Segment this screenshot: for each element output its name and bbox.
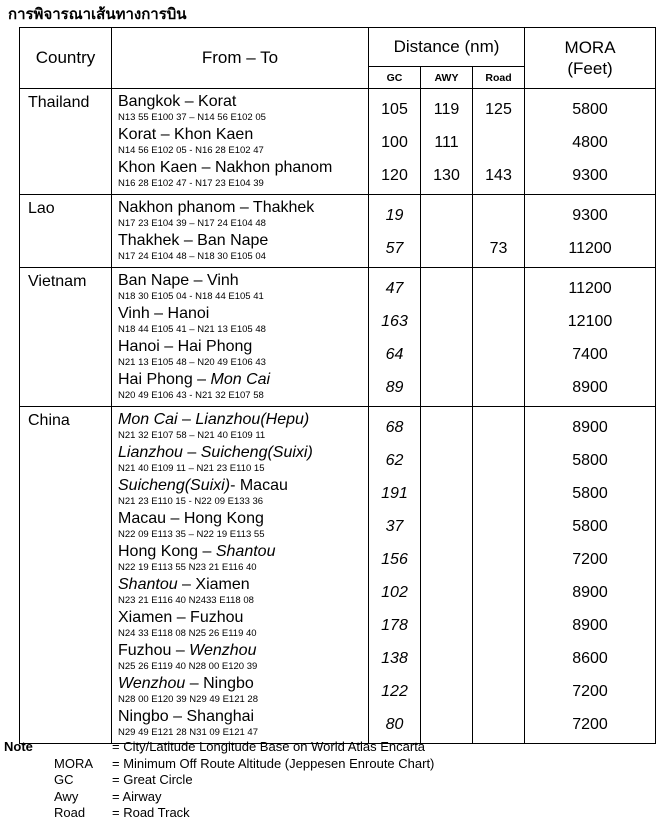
mora-value: 4800 [572, 133, 608, 151]
route-coordinates: N28 00 E120 39 N29 49 E121 28 [118, 694, 258, 705]
awy-cell [421, 407, 473, 744]
country-cell [20, 407, 112, 744]
mora-value: 5800 [572, 451, 608, 469]
road-value: 73 [489, 239, 508, 257]
awy-value [421, 609, 472, 642]
country-name: Vietnam [28, 273, 87, 290]
route-cell [112, 268, 369, 407]
gc-cell [369, 407, 421, 744]
route-name: Korat – Khon Kaen [118, 126, 254, 143]
route-name: Nakhon phanom – Thakhek [118, 199, 315, 216]
awy-value [421, 642, 472, 675]
group-row [20, 195, 656, 268]
route-name: Lianzhou – Suicheng(Suixi) [118, 444, 313, 461]
route-name: Wenzhou – Ningbo [118, 675, 254, 692]
header-from-to: From – To [112, 28, 369, 89]
route-coordinates: N13 55 E100 37 – N14 56 E102 05 [118, 112, 266, 123]
country-name: Thailand [28, 94, 90, 111]
group-row [20, 89, 656, 195]
note-row [4, 789, 434, 806]
route-item [118, 93, 368, 126]
awy-value [421, 444, 472, 477]
header-mora [525, 28, 656, 89]
awy-value [421, 305, 472, 338]
route-coordinates: N20 49 E106 43 - N21 32 E107 58 [118, 390, 264, 401]
road-value [473, 642, 524, 675]
group-row [20, 407, 656, 744]
route-item [118, 510, 368, 543]
road-value: 125 [485, 100, 512, 118]
gc-value: 47 [385, 279, 404, 297]
note-key: Note [4, 739, 33, 754]
header-road: Road [473, 67, 525, 89]
mora-value: 8600 [572, 649, 608, 667]
road-value [473, 411, 524, 444]
gc-value: 163 [381, 312, 408, 330]
awy-value [421, 232, 472, 265]
header-awy: AWY [421, 67, 473, 89]
route-coordinates: N16 28 E102 47 - N17 23 E104 39 [118, 178, 264, 189]
route-coordinates: N18 44 E105 41 – N21 13 E105 48 [118, 324, 266, 335]
awy-value [421, 272, 472, 305]
header-mora-line1: MORA [564, 38, 616, 57]
route-item [118, 477, 368, 510]
awy-cell [421, 268, 473, 407]
mora-value: 5800 [572, 484, 608, 502]
gc-cell [369, 268, 421, 407]
route-cell [112, 195, 369, 268]
mora-value: 7400 [572, 345, 608, 363]
route-item [118, 272, 368, 305]
road-value [473, 510, 524, 543]
road-value [473, 675, 524, 708]
route-coordinates: N23 21 E116 40 N2433 E118 08 [118, 595, 254, 606]
route-coordinates: N14 56 E102 05 - N16 28 E102 47 [118, 145, 264, 156]
gc-value: 100 [381, 133, 408, 151]
note-text: = Great Circle [112, 772, 193, 787]
route-cell [112, 407, 369, 744]
route-name: Bangkok – Korat [118, 93, 237, 110]
road-value [473, 305, 524, 338]
route-name: Xiamen – Fuzhou [118, 609, 244, 626]
mora-value: 5800 [572, 100, 608, 118]
mora-value: 8900 [572, 418, 608, 436]
road-value [473, 338, 524, 371]
route-item [118, 444, 368, 477]
mora-value: 11200 [568, 239, 612, 257]
route-item [118, 642, 368, 675]
road-cell [473, 195, 525, 268]
route-item [118, 543, 368, 576]
country-name: Lao [28, 200, 55, 217]
page-title: การพิจารณาเส้นทางการบิน [8, 5, 187, 23]
awy-value [421, 543, 472, 576]
route-name: Shantou – Xiamen [118, 576, 250, 593]
route-name: Vinh – Hanoi [118, 305, 210, 322]
mora-value: 7200 [572, 550, 608, 568]
awy-value [421, 708, 472, 741]
route-item [118, 305, 368, 338]
road-value [473, 126, 524, 159]
awy-value: 119 [433, 100, 460, 118]
note-row [4, 756, 434, 773]
gc-value: 178 [381, 616, 408, 634]
country-cell [20, 89, 112, 195]
road-value [473, 272, 524, 305]
route-item [118, 708, 368, 741]
gc-value: 122 [381, 682, 408, 700]
note-text: = Airway [112, 788, 162, 804]
route-name: Ban Nape – Vinh [118, 272, 239, 289]
route-coordinates: N21 32 E107 58 – N21 40 E109 11 [118, 430, 266, 441]
route-coordinates: N22 19 E113 55 N23 21 E116 40 [118, 562, 257, 573]
gc-cell [369, 195, 421, 268]
road-cell [473, 268, 525, 407]
gc-value: 64 [385, 345, 404, 363]
mora-value: 9300 [572, 206, 608, 224]
gc-cell [369, 89, 421, 195]
mora-value: 7200 [572, 682, 608, 700]
route-name: Mon Cai – Lianzhou(Hepu) [118, 411, 310, 428]
mora-value: 7200 [572, 715, 608, 733]
note-key: Road [54, 805, 86, 820]
note-key: Awy [54, 788, 79, 804]
gc-value: 62 [385, 451, 404, 469]
gc-value: 80 [385, 715, 404, 733]
route-name: Hong Kong – Shantou [118, 543, 276, 560]
awy-value: 130 [433, 166, 460, 184]
route-coordinates: N18 30 E105 04 - N18 44 E105 41 [118, 291, 264, 302]
gc-value: 57 [385, 239, 404, 257]
awy-value [421, 576, 472, 609]
mora-value: 11200 [568, 279, 612, 297]
route-name: Hanoi – Hai Phong [118, 338, 253, 355]
awy-value [421, 510, 472, 543]
header-country: Country [20, 28, 112, 89]
road-value [473, 543, 524, 576]
note-row [4, 805, 434, 822]
route-item [118, 199, 368, 232]
awy-value [421, 371, 472, 404]
note-text: = City/Latitude Longitude Base on World Atlas Encarta [112, 739, 426, 754]
road-value: 143 [485, 166, 512, 184]
mora-value: 5800 [572, 517, 608, 535]
route-item [118, 126, 368, 159]
gc-value: 120 [381, 166, 408, 184]
awy-value [421, 477, 472, 510]
mora-value: 9300 [572, 166, 608, 184]
group-row [20, 268, 656, 407]
route-coordinates: N21 40 E109 11 – N21 23 E110 15 [118, 463, 265, 474]
route-name: Fuzhou – Wenzhou [118, 642, 257, 659]
mora-cell [525, 89, 656, 195]
notes [4, 739, 434, 822]
route-name: Hai Phong – Mon Cai [118, 371, 271, 388]
country-cell [20, 195, 112, 268]
note-row [4, 739, 434, 756]
road-value [473, 708, 524, 741]
route-coordinates: N24 33 E118 08 N25 26 E119 40 [118, 628, 257, 639]
route-item [118, 609, 368, 642]
route-item [118, 232, 368, 265]
route-table [19, 27, 656, 744]
route-name: Thakhek – Ban Nape [118, 232, 269, 249]
road-cell [473, 407, 525, 744]
awy-cell [421, 89, 473, 195]
note-key: MORA [54, 755, 93, 771]
gc-value: 156 [381, 550, 408, 568]
header-distance: Distance (nm) [369, 28, 525, 67]
road-value [473, 477, 524, 510]
mora-value: 12100 [567, 312, 613, 330]
awy-value [421, 675, 472, 708]
country-cell [20, 268, 112, 407]
route-item [118, 576, 368, 609]
route-coordinates: N29 49 E121 28 N31 09 E121 47 [118, 727, 258, 738]
route-name: Khon Kaen – Nakhon phanom [118, 159, 333, 176]
route-name: Ningbo – Shanghai [118, 708, 255, 725]
gc-value: 105 [381, 100, 408, 118]
awy-value [421, 411, 472, 444]
gc-value: 138 [381, 649, 408, 667]
route-coordinates: N25 26 E119 40 N28 00 E120 39 [118, 661, 258, 672]
note-row [4, 772, 434, 789]
awy-value [421, 338, 472, 371]
route-coordinates: N21 13 E105 48 – N20 49 E106 43 [118, 357, 266, 368]
mora-cell [525, 268, 656, 407]
mora-value: 8900 [572, 616, 608, 634]
gc-value: 89 [385, 378, 404, 396]
awy-value [421, 199, 472, 232]
road-value [473, 609, 524, 642]
route-coordinates: N21 23 E110 15 - N22 09 E133 36 [118, 496, 264, 507]
road-value [473, 371, 524, 404]
route-item [118, 371, 368, 404]
gc-value: 19 [385, 206, 404, 224]
awy-cell [421, 195, 473, 268]
road-value [473, 199, 524, 232]
route-name: Macau – Hong Kong [118, 510, 264, 527]
route-item [118, 159, 368, 192]
gc-value: 191 [381, 484, 408, 502]
gc-value: 102 [381, 583, 408, 601]
gc-value: 37 [385, 517, 404, 535]
note-key: GC [54, 772, 74, 787]
country-name: China [28, 412, 70, 429]
note-text: = Road Track [112, 805, 190, 820]
mora-value: 8900 [572, 583, 608, 601]
route-coordinates: N22 09 E113 35 – N22 19 E113 55 [118, 529, 265, 540]
route-item [118, 675, 368, 708]
header-mora-line2: (Feet) [567, 59, 613, 78]
route-item [118, 411, 368, 444]
gc-value: 68 [385, 418, 404, 436]
header-gc: GC [369, 67, 421, 89]
mora-cell [525, 195, 656, 268]
route-cell [112, 89, 369, 195]
road-value [473, 444, 524, 477]
road-cell [473, 89, 525, 195]
road-value [473, 576, 524, 609]
mora-value: 8900 [572, 378, 608, 396]
route-coordinates: N17 24 E104 48 – N18 30 E105 04 [118, 251, 266, 262]
mora-cell [525, 407, 656, 744]
awy-value: 111 [434, 133, 459, 151]
route-coordinates: N17 23 E104 39 – N17 24 E104 48 [118, 218, 266, 229]
note-text: = Minimum Off Route Altitude (Jeppesen Enroute Chart) [112, 755, 435, 771]
route-name: Suicheng(Suixi)- Macau [118, 477, 288, 494]
route-item [118, 338, 368, 371]
